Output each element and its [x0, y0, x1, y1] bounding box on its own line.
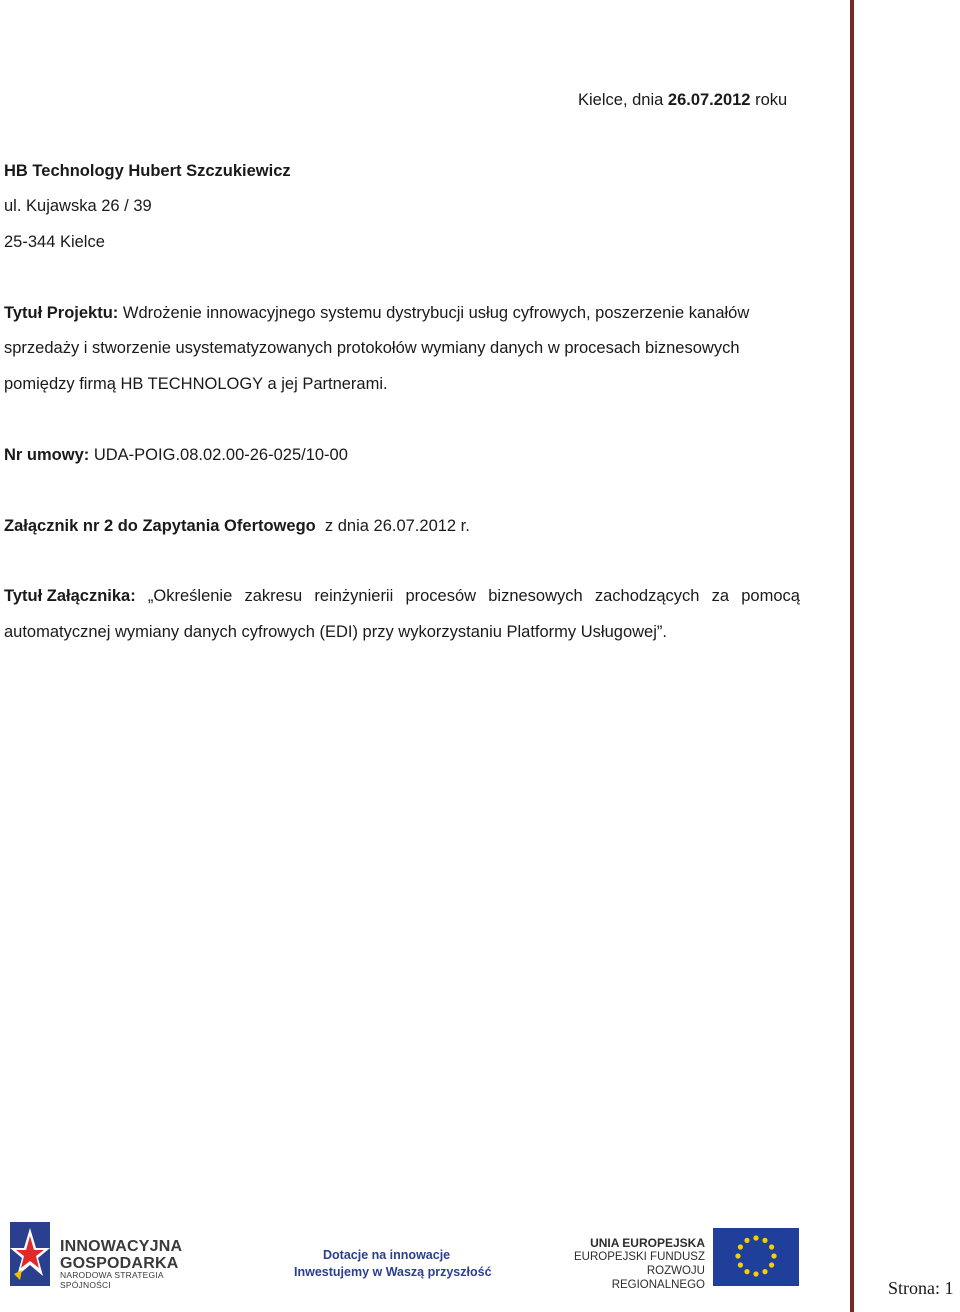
attachment-title-word: zachodzących: [594, 587, 700, 605]
contract-label: Nr umowy:: [4, 446, 90, 464]
date-line: [578, 90, 787, 110]
project-title-line-1: [4, 303, 749, 323]
attachment-title-word: reinżynierii: [314, 587, 394, 605]
attachment-title-line-1: [4, 586, 800, 606]
page-number: Strona: 1: [888, 1278, 954, 1298]
company-name: HB Technology Hubert Szczukiewicz: [4, 162, 291, 180]
project-text-1: Wdrożenie innowacyjnego systemu dystrybucji usług cyfrowych, poszerzenie kanałów: [118, 304, 750, 322]
dotacje-line-2: Inwestujemy w Waszą przyszłość: [294, 1265, 492, 1279]
ig-subtitle: NARODOWA STRATEGIA SPÓJNOŚCI: [60, 1270, 164, 1290]
date-suffix: roku: [750, 91, 788, 109]
project-label: Tytuł Projektu:: [4, 304, 119, 322]
eu-logo: [555, 1228, 800, 1291]
attachment-title-label: Tytuł Załącznika:: [4, 587, 136, 605]
date-value: 26.07.2012: [667, 91, 751, 109]
attachment-line: [4, 516, 470, 536]
eu-flag-icon: [713, 1228, 799, 1286]
margin-rule: [850, 0, 854, 1312]
attachment-title-word: za: [711, 587, 730, 605]
attachment-date: z dnia 26.07.2012 r.: [315, 517, 470, 535]
contract-line: [4, 445, 348, 465]
attachment-title-word: zakresu: [244, 587, 303, 605]
company-street: ul. Kujawska 26 / 39: [4, 197, 152, 215]
attachment-title-word: biznesowych: [488, 587, 583, 605]
attachment-title-word: procesów: [405, 587, 477, 605]
date-prefix: Kielce, dnia: [578, 91, 668, 109]
attachment-title-word: „Określenie: [147, 587, 233, 605]
company-city: 25-344 Kielce: [4, 233, 105, 251]
eu-line-3: ROZWOJU REGIONALNEGO: [611, 1265, 705, 1291]
dotacje-logo: [293, 1248, 493, 1284]
innowacyjna-gospodarka-logo: [6, 1218, 216, 1288]
contract-value: UDA-POIG.08.02.00-26-025/10-00: [89, 446, 348, 464]
ig-title: INNOWACYJNA GOSPODARKA: [60, 1238, 183, 1272]
attachment-title-word: pomocą: [741, 587, 800, 605]
project-title-line-3: pomiędzy firmą HB TECHNOLOGY a jej Partnerami.: [4, 375, 388, 393]
eu-text: [555, 1236, 705, 1292]
dotacje-line-1: Dotacje na innowacje: [323, 1248, 451, 1262]
eu-line-1: UNIA EUROPEJSKA: [590, 1236, 705, 1250]
eu-line-2: EUROPEJSKI FUNDUSZ: [574, 1251, 705, 1263]
ig-star-icon: [6, 1218, 54, 1288]
project-title-line-2: sprzedaży i stworzenie usystematyzowanych protokołów wymiany danych w procesach biznesowych: [4, 339, 740, 357]
attachment-label: Załącznik nr 2 do Zapytania Ofertowego: [4, 517, 316, 535]
attachment-title-line-2: automatycznej wymiany danych cyfrowych (EDI) przy wykorzystaniu Platformy Usługowej”.: [4, 623, 667, 641]
